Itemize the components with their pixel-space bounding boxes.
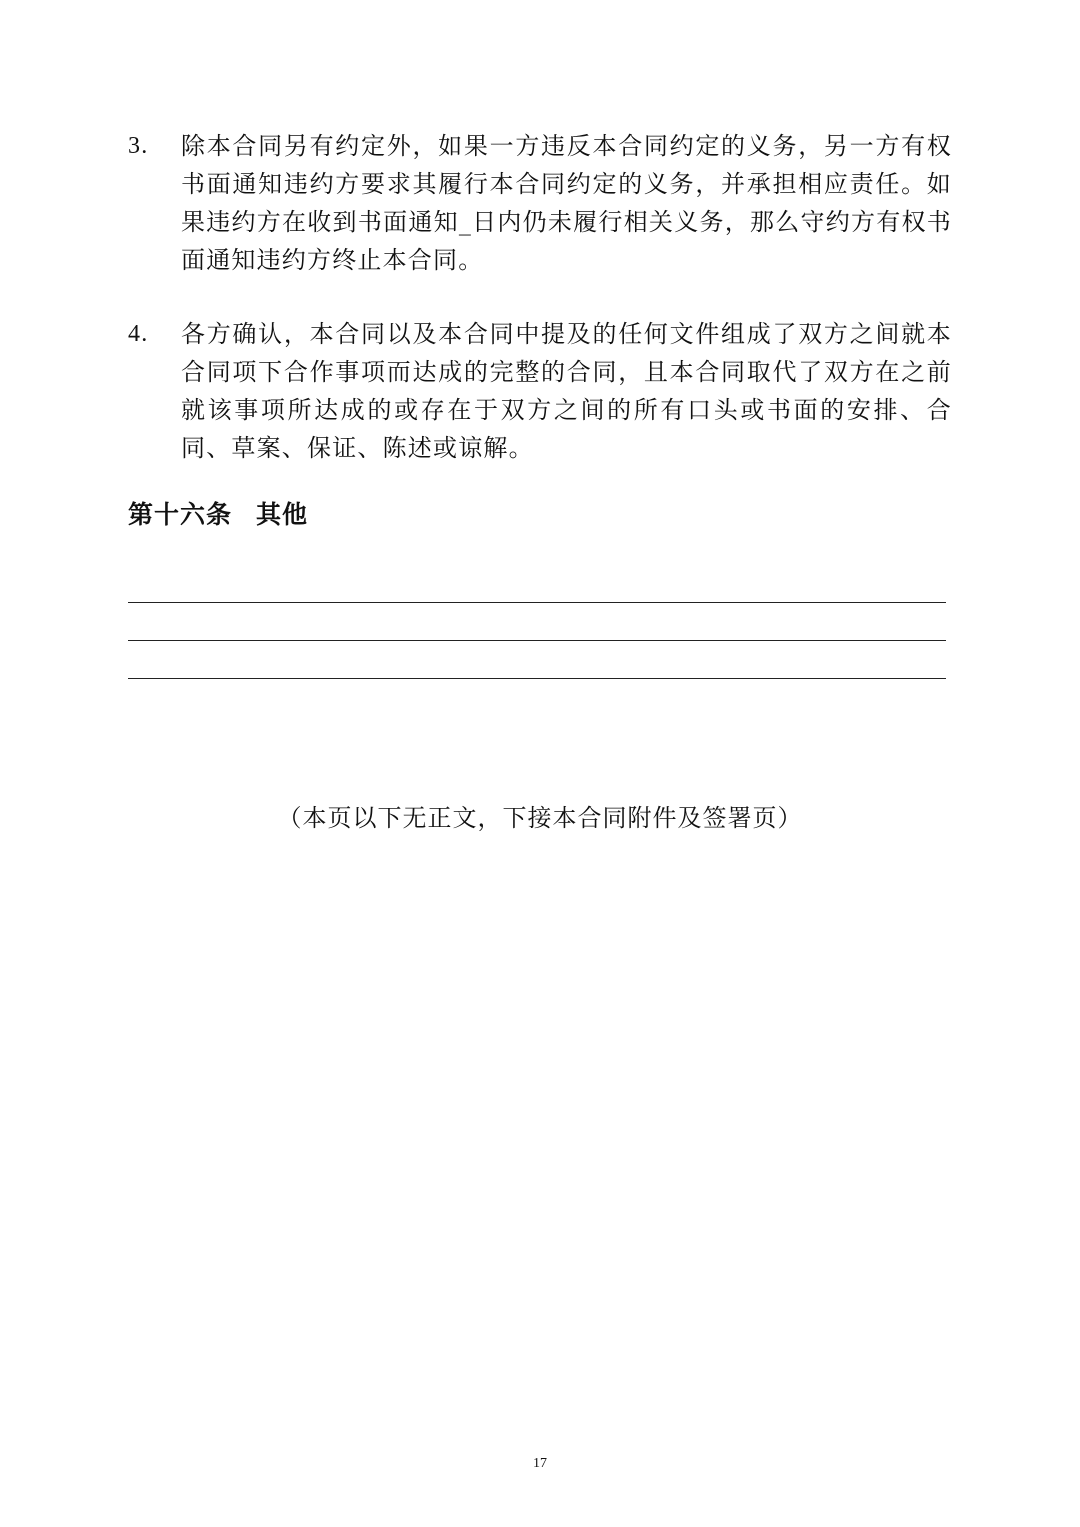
end-note: （本页以下无正文，下接本合同附件及签署页） <box>277 804 803 832</box>
article-title: 其他 <box>256 500 309 529</box>
clause-4 <box>128 315 954 467</box>
clause-text: 各方确认，本合同以及本合同中提及的任何文件组成了双方之间就本合同项下合作事项而达成的完整的合同，且本合同取代了双方在之前就该事项所达成的或存在于双方之间的所有口头或书面的安排、合同、草案、保证、陈述或谅解。 <box>181 320 952 462</box>
fill-in-line <box>128 678 946 679</box>
clause-3 <box>128 127 954 279</box>
page-number: 17 <box>533 1456 547 1471</box>
clause-text: 除本合同另有约定外，如果一方违反本合同约定的义务，另一方有权书面通知违约方要求其履行本合同约定的义务，并承担相应责任。如果违约方在收到书面通知_日内仍未履行相关义务，那么守约方有权书面通知违约方终止本合同。 <box>181 132 952 274</box>
article-number: 第十六条 <box>128 500 233 529</box>
clause-number: 3. <box>128 133 149 159</box>
clause-number: 4. <box>128 321 149 347</box>
fill-in-line <box>128 640 946 641</box>
article-heading <box>128 496 308 534</box>
fill-in-line <box>128 602 946 603</box>
